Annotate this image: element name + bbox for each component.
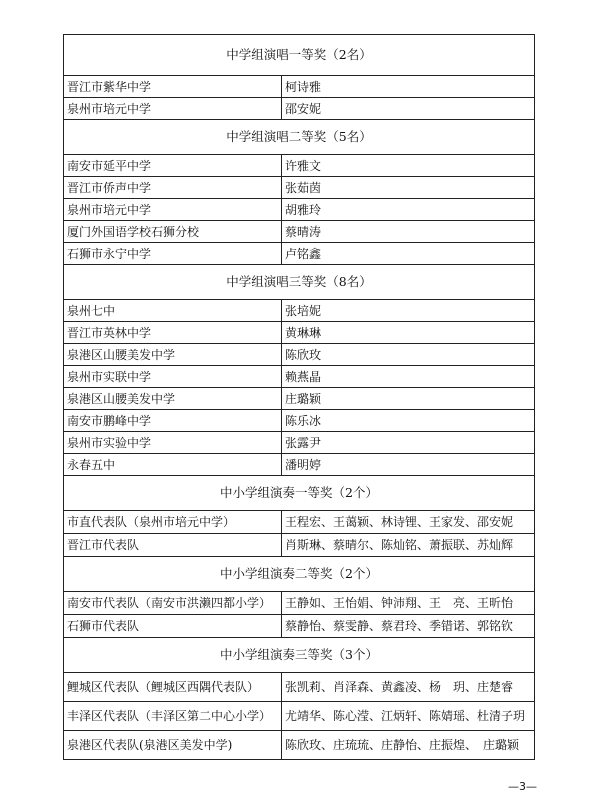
- school-cell: 晋江市紫华中学: [64, 76, 282, 98]
- table-row: [64, 322, 535, 344]
- winner-names-cell: 张露尹: [282, 432, 535, 454]
- table-row: [64, 534, 535, 557]
- school-cell: 石狮市永宁中学: [64, 243, 282, 265]
- section-title: 中小学组演奏一等奖（2个）: [64, 476, 535, 511]
- table-row: [64, 454, 535, 476]
- page-number: —3—: [508, 780, 537, 793]
- school-cell: 晋江市英林中学: [64, 322, 282, 344]
- school-cell: 市直代表队（泉州市培元中学）: [64, 511, 282, 534]
- school-cell: 泉州市培元中学: [64, 98, 282, 120]
- school-cell: 泉州市培元中学: [64, 199, 282, 221]
- table-row: [64, 432, 535, 454]
- school-cell: 泉州市实联中学: [64, 366, 282, 388]
- winner-names-cell: 张培妮: [282, 300, 535, 322]
- winner-names-cell: 卢铭鑫: [282, 243, 535, 265]
- school-cell: 永春五中: [64, 454, 282, 476]
- table-row: [64, 731, 535, 760]
- winner-names-cell: 蔡晴涛: [282, 221, 535, 243]
- section-title: 中学组演唱三等奖（8名）: [64, 265, 535, 300]
- school-cell: 南安市鹏峰中学: [64, 410, 282, 432]
- school-cell: 丰泽区代表队（丰泽区第二中心小学）: [64, 702, 282, 731]
- table-row: [64, 155, 535, 177]
- awards-table: [63, 34, 535, 760]
- school-cell: 泉州七中: [64, 300, 282, 322]
- table-row: [64, 199, 535, 221]
- school-cell: 鲤城区代表队（鲤城区西隅代表队）: [64, 673, 282, 702]
- winner-names-cell: 张茹茵: [282, 177, 535, 199]
- winner-names-cell: 王静如、王怡娟、钟沛翔、王 亮、王昕怡: [282, 592, 535, 615]
- table-row: [64, 177, 535, 199]
- table-row: [64, 615, 535, 638]
- school-cell: 南安市代表队（南安市洪濑四都小学）: [64, 592, 282, 615]
- section-header: [64, 265, 535, 300]
- section-header: [64, 120, 535, 155]
- table-row: [64, 221, 535, 243]
- school-cell: 厦门外国语学校石狮分校: [64, 221, 282, 243]
- winner-names-cell: 陈欣玫: [282, 344, 535, 366]
- table-row: [64, 673, 535, 702]
- table-row: [64, 511, 535, 534]
- table-row: [64, 300, 535, 322]
- winner-names-cell: 陈欣玫、庄琉琉、庄静怡、庄振煌、 庄璐颖: [282, 731, 535, 760]
- school-cell: 石狮市代表队: [64, 615, 282, 638]
- winner-names-cell: 黄琳琳: [282, 322, 535, 344]
- section-title: 中小学组演奏三等奖（3个）: [64, 638, 535, 673]
- table-row: [64, 76, 535, 98]
- school-cell: 晋江市侨声中学: [64, 177, 282, 199]
- winner-names-cell: 庄璐颖: [282, 388, 535, 410]
- section-title: 中学组演唱一等奖（2名）: [64, 35, 535, 76]
- school-cell: 泉州市实验中学: [64, 432, 282, 454]
- school-cell: 晋江市代表队: [64, 534, 282, 557]
- winner-names-cell: 蔡静怡、蔡雯静、蔡君玲、季错诺、郭铭钦: [282, 615, 535, 638]
- winner-names-cell: 潘明婷: [282, 454, 535, 476]
- section-header: [64, 638, 535, 673]
- winner-names-cell: 许雅文: [282, 155, 535, 177]
- section-title: 中小学组演奏二等奖（2个）: [64, 557, 535, 592]
- table-row: [64, 410, 535, 432]
- winner-names-cell: 王程宏、王蔼颖、林诗锂、王家发、邵安妮: [282, 511, 535, 534]
- winner-names-cell: 陈乐冰: [282, 410, 535, 432]
- winner-names-cell: 赖燕晶: [282, 366, 535, 388]
- winner-names-cell: 柯诗雅: [282, 76, 535, 98]
- school-cell: 南安市延平中学: [64, 155, 282, 177]
- section-header: [64, 476, 535, 511]
- winner-names-cell: 胡雅玲: [282, 199, 535, 221]
- section-title: 中学组演唱二等奖（5名）: [64, 120, 535, 155]
- school-cell: 泉港区代表队(泉港区美发中学): [64, 731, 282, 760]
- table-row: [64, 388, 535, 410]
- table-row: [64, 366, 535, 388]
- winner-names-cell: 邵安妮: [282, 98, 535, 120]
- winner-names-cell: 张凯莉、肖泽森、黄鑫凌、杨 玥、庄楚睿: [282, 673, 535, 702]
- section-header: [64, 35, 535, 76]
- table-row: [64, 344, 535, 366]
- school-cell: 泉港区山腰美发中学: [64, 344, 282, 366]
- school-cell: 泉港区山腰美发中学: [64, 388, 282, 410]
- section-header: [64, 557, 535, 592]
- table-row: [64, 98, 535, 120]
- winner-names-cell: 尤靖华、陈心滢、江炳轩、陈婧瑶、杜清子玥: [282, 702, 535, 731]
- winner-names-cell: 肖斯琳、蔡晴尔、陈灿铭、萧振联、苏灿辉: [282, 534, 535, 557]
- table-row: [64, 702, 535, 731]
- table-row: [64, 243, 535, 265]
- table-row: [64, 592, 535, 615]
